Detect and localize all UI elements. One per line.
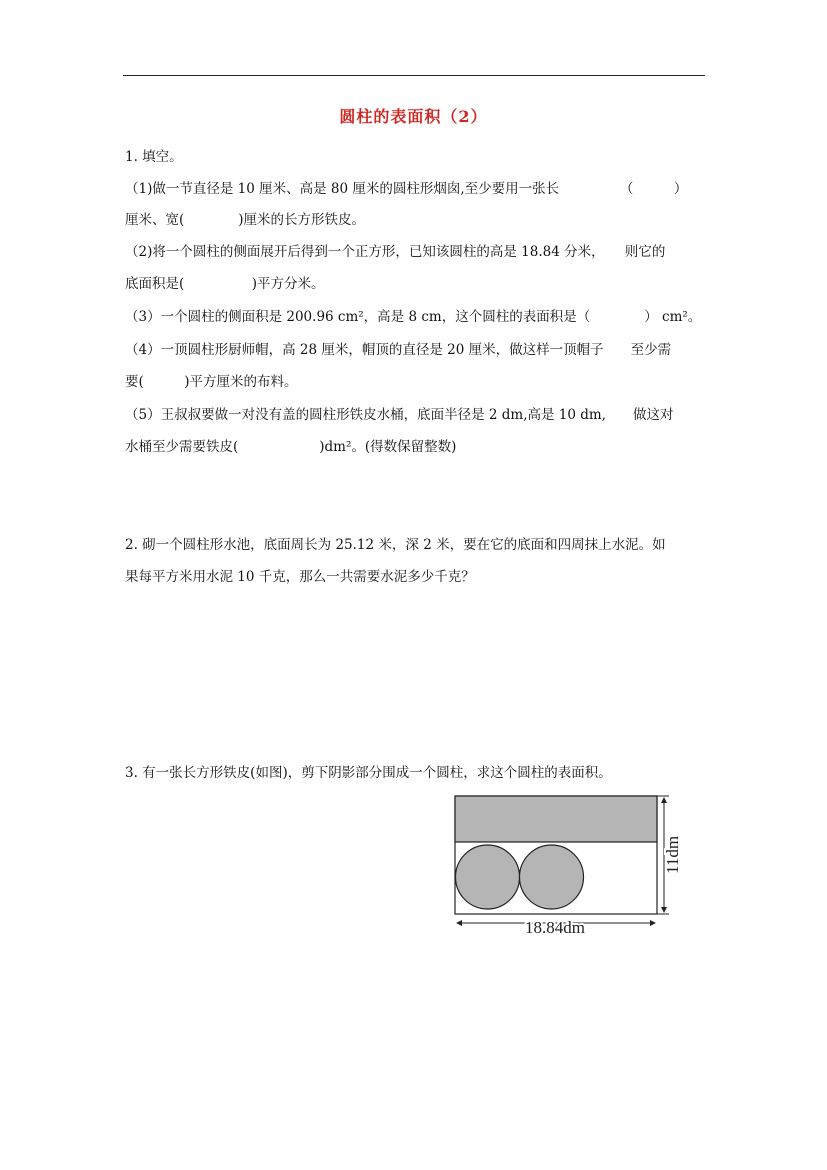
shaded-strip: [455, 796, 657, 842]
q1-item5-line2: 水桶至少需要铁皮( )dm²。(得数保留整数): [125, 439, 457, 455]
width-label: 18.84dm: [525, 918, 585, 937]
height-label: 11dm: [663, 835, 682, 875]
q1-item2-line1: （2)将一个圆柱的侧面展开后得到一个正方形，已知该圆柱的高是 18.84 分米， 则它的: [125, 244, 666, 260]
q1-item3: （3）一个圆柱的侧面积是 200.96 cm²，高是 8 cm，这个圆柱的表面积是（ ） cm²。: [125, 309, 702, 325]
page-title: 圆柱的表面积（2）: [339, 107, 488, 126]
q1-item4-line2: 要( )平方厘米的布料。: [125, 374, 298, 390]
q3-line1: 3. 有一张长方形铁皮(如图)，剪下阴影部分围成一个圆柱，求这个圆柱的表面积。: [125, 765, 612, 781]
q1-item1-line2: 厘米、宽( )厘米的长方形铁皮。: [125, 212, 366, 228]
q1-heading: 1. 填空。: [125, 149, 183, 165]
top-rule: [123, 75, 705, 76]
q1-item5-line1: （5）王叔叔要做一对没有盖的圆柱形铁皮水桶，底面半径是 2 dm,高是 10 dm, 做这对: [125, 407, 674, 423]
circle-left: [456, 845, 520, 909]
iron-sheet-figure: [445, 792, 695, 942]
q1-item1-line1: （1)做一节直径是 10 厘米、高是 80 厘米的圆柱形烟囱,至少要用一张长 （ ）: [125, 181, 688, 197]
q2-line2: 果每平方米用水泥 10 千克，那么一共需要水泥多少千克？: [125, 569, 475, 585]
q1-item2-line2: 底面积是( )平方分米。: [125, 276, 325, 292]
q1-item4-line1: （4）一顶圆柱形厨师帽，高 28 厘米，帽顶的直径是 20 厘米，做这样一顶帽子 至少需: [125, 342, 672, 358]
q2-line1: 2. 砌一个圆柱形水池，底面周长为 25.12 米，深 2 米，要在它的底面和四周抹上水泥。如: [125, 537, 666, 553]
circle-right: [520, 845, 584, 909]
